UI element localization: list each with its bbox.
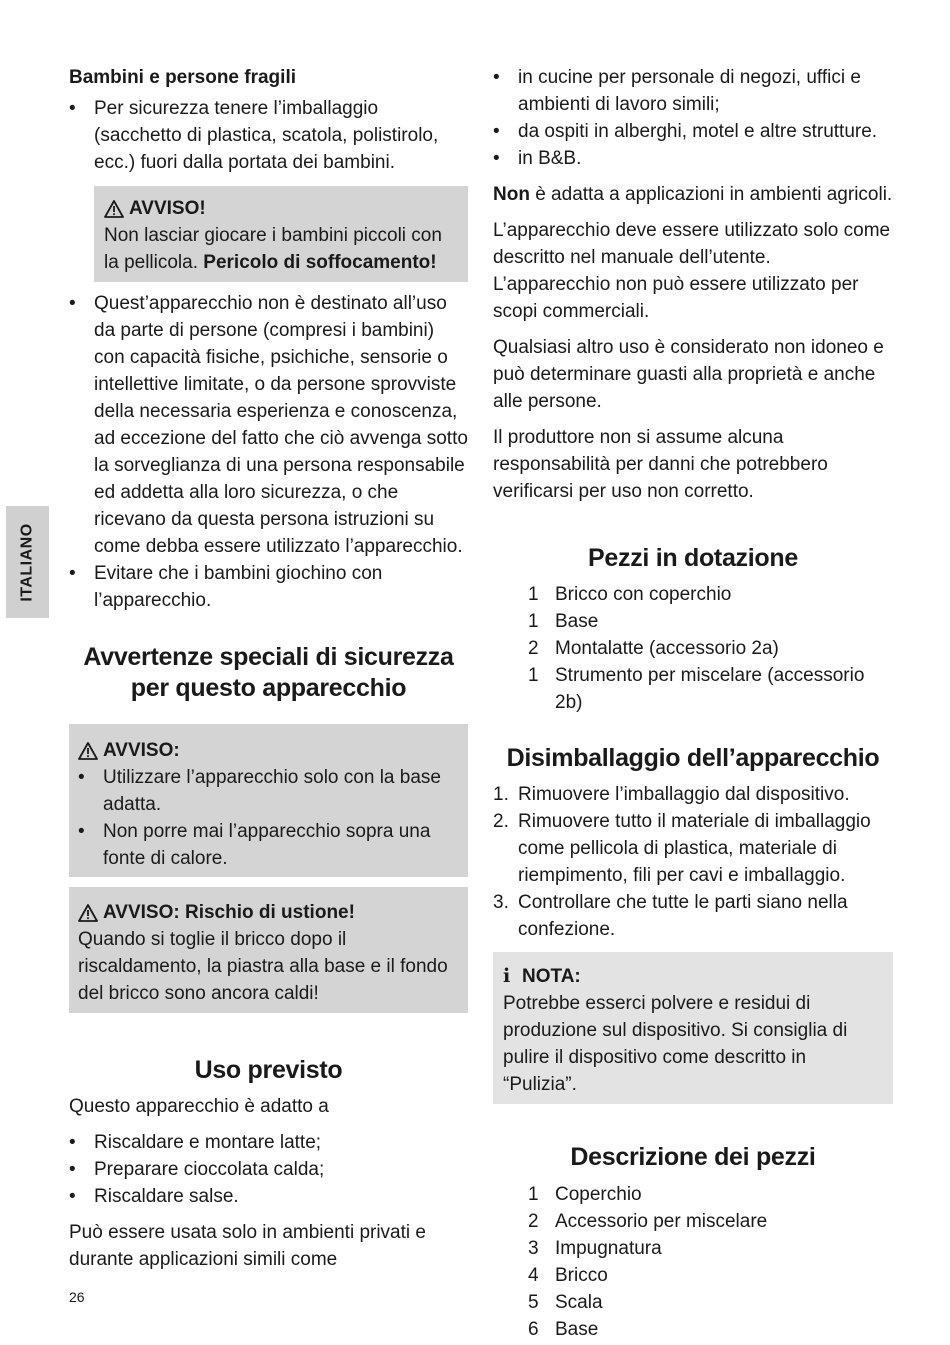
list-item: • in cucine per personale di negozi, uffici e ambienti di lavoro simili; [493,64,893,118]
misuse-paragraph: Qualsiasi altro uso è considerato non idoneo e può determinare guasti alla proprietà e anche alle persone. [493,337,884,412]
warning-box-suffocation [94,186,468,282]
list-item: 1. Rimuovere l’imballaggio dal dispositivo. [493,784,850,805]
list-item: 1 Base [528,611,599,632]
list-item: 4 Bricco [528,1265,608,1286]
info-icon: i [503,965,511,987]
list-item: • Non porre mai l’apparecchio sopra una fonte di calore. [78,818,459,872]
list-item: • Preparare cioccolata calda; [69,1156,468,1183]
warning-text: Quando si toglie il bricco dopo il riscaldamento, la piastra alla base e il fondo del bricco sono ancora caldi! [78,929,448,1004]
warning-triangle-icon [104,200,124,218]
intended-use-heading: Uso previsto [194,1056,343,1084]
intended-use-intro: Questo apparecchio è adatto a [69,1096,329,1117]
intended-use-outro: Può essere usata solo in ambienti privati e durante applicazioni simili come [69,1222,426,1270]
list-item: • da ospiti in alberghi, motel e altre strutture. [493,118,893,145]
page-number: 26 [69,1289,85,1305]
list-item: 1 Strumento per miscelare (accessorio 2b) [528,665,865,713]
liability-paragraph: Il produttore non si assume alcuna responsabilità per danni che potrebbero verificarsi per uso non corretto. [493,427,828,502]
warning-triangle-icon [78,904,98,922]
list-item: • Quest’apparecchio non è destinato all’uso da parte di persone (compresi i bambini) con capacità fisiche, psichiche, sensorie o intellettive limitate, o da persone sprovviste della necessaria esperienza e conoscenza, ad eccezione del fatto che ciò avvenga sotto la sorveglianza di una persona responsabile ed addetta alla loro sicurezza, o che ricevano da questa persona istruzioni su come debba essere utilizzato l’apparecchio. [69,290,468,560]
list-item: • Riscaldare salse. [69,1183,468,1210]
note-box [493,952,893,1104]
list-item: 2. Rimuovere tutto il materiale di imballaggio come pellicola di plastica, materiale di riempimento, fili per cavi e imballaggio. [493,811,871,886]
list-item: 3. Controllare che tutte le parti siano nella confezione. [493,892,848,940]
special-safety-heading: Avvertenze speciali di sicurezza per questo apparecchio [83,643,454,702]
parts-description-list [493,1181,893,1343]
warning-triangle-icon [78,742,98,760]
children-heading: Bambini e persone fragili [69,67,296,88]
warning-title: AVVISO: [78,737,459,764]
unpacking-heading: Disimballaggio dell’apparecchio [506,744,880,772]
children-list-2 [69,290,468,614]
included-parts-list [493,581,893,716]
language-tab-label: ITALIANO [19,522,37,602]
list-item: 2 Montalatte (accessorio 2a) [528,638,779,659]
list-item: 3 Impugnatura [528,1238,662,1259]
environment-list [493,64,893,172]
list-item: • in B&B. [493,145,893,172]
list-item: • Per sicurezza tenere l’imballaggio (sacchetto di plastica, scatola, polistirolo, ecc.) fuori dalla portata dei bambini. [69,95,468,176]
children-list [69,95,468,176]
note-title: i NOTA: [503,963,884,990]
list-item: • Riscaldare e montare latte; [69,1129,468,1156]
list-item: 6 Base [528,1319,599,1340]
left-column [69,64,468,1273]
warning-list [78,764,459,872]
manual-paragraph: L’apparecchio deve essere utilizzato solo come descritto nel manuale dell’utente. L’apparecchio non può essere utilizzato per scopi commerciali. [493,220,891,322]
list-item: 1 Coperchio [528,1184,642,1205]
warning-box-base [69,724,468,877]
parts-description-heading: Descrizione dei pezzi [570,1143,816,1171]
list-item: 5 Scala [528,1292,603,1313]
right-column [493,64,893,1343]
warning-title: AVVISO! [104,195,459,222]
list-item: 1 Bricco con coperchio [528,584,732,605]
included-parts-heading: Pezzi in dotazione [588,544,798,572]
warning-box-burn [69,887,468,1013]
intended-use-list [69,1129,468,1210]
list-item: 2 Accessorio per miscelare [528,1211,768,1232]
warning-text: Non lasciar giocare i bambini piccoli con la pellicola. Pericolo di soffocamento! [104,225,442,273]
list-item: • Evitare che i bambini giochino con l’apparecchio. [69,560,468,614]
list-item: • Utilizzare l’apparecchio solo con la base adatta. [78,764,459,818]
agricultural-note: Non è adatta a applicazioni in ambienti agricoli. [493,184,893,205]
warning-title: AVVISO: Rischio di ustione! [78,899,459,926]
language-tab [6,506,49,618]
unpacking-steps [493,781,893,943]
note-text: Potrebbe esserci polvere e residui di produzione sul dispositivo. Si consiglia di pulire il dispositivo come descritto in “Pulizia”. [503,993,848,1095]
